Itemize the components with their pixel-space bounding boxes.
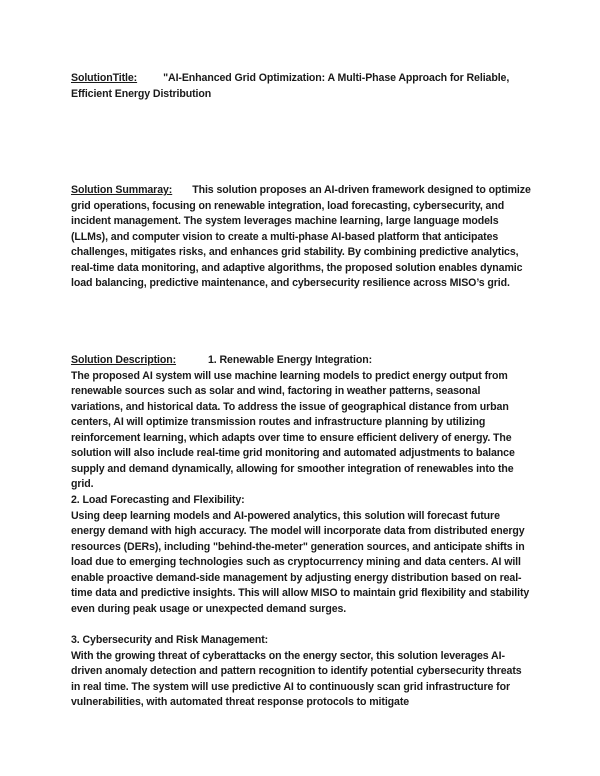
section-cybersecurity	[71, 633, 533, 711]
solution-title-block	[71, 71, 533, 102]
solution-title-label: SolutionTitle:	[71, 72, 138, 84]
solution-description-block	[71, 353, 533, 493]
section-body-cybersecurity: With the growing threat of cyberattacks on the energy sector, this solution leverages AI-driven anomaly detection and pattern recognition to identify potential cybersecurity threats in real time. The system will use predictive AI to continuously scan grid infrastructure for vulnerabilities, with automated threat response protocols to mitigate	[71, 649, 522, 708]
section-body-renewable: The proposed AI system will use machine learning models to predict energy output from renewable sources such as solar and wind, factoring in weather patterns, seasonal variations, and historical data. To address the issue of geographical distance from urban centers, AI will optimize transmission routes and infrastructure planning by utilizing reinforcement learning, which adapts over time to ensure efficient delivery of energy. The solution will also include real-time grid monitoring and automated adjustments to balance supply and demand dynamically, allowing for smoother integration of renewables into the grid.	[71, 369, 515, 490]
section-heading-renewable: 1. Renewable Energy Integration:	[208, 354, 372, 366]
section-heading-load-forecasting: 2. Load Forecasting and Flexibility:	[71, 494, 245, 506]
section-body-load-forecasting: Using deep learning models and AI-powered analytics, this solution will forecast future energy demand with high accuracy. The model will incorporate data from distributed energy resources (DERs), including "behind-the-meter" generation sources, and anticipate shifts in load due to emerging technologies such as cryptocurrency mining and data centers. AI will enable proactive demand-side management by adjusting energy distribution based on real-time data and predictive insights. This will allow MISO to maintain grid flexibility and stability even during peak usage or unexpected demand surges.	[71, 509, 530, 615]
solution-title-text: "AI-Enhanced Grid Optimization: A Multi-Phase Approach for Reliable, Efficient Energy Distribution	[71, 72, 510, 100]
solution-summary-label: Solution Summaray:	[71, 184, 173, 196]
solution-description-label: Solution Description:	[71, 354, 177, 366]
solution-summary-text: This solution proposes an AI-driven framework designed to optimize grid operations, focusing on renewable integration, load forecasting, cybersecurity, and incident management. The system leverages machine learning, large language models (LLMs), and computer vision to create a multi-phase AI-based platform that anticipates challenges, mitigates risks, and enhances grid stability. By combining predictive analytics, real-time data monitoring, and adaptive algorithms, the proposed solution enables dynamic load balancing, predictive maintenance, and cybersecurity resilience across MISO’s grid.	[71, 184, 531, 289]
section-heading-cybersecurity: 3. Cybersecurity and Risk Management:	[71, 634, 269, 646]
solution-summary-block	[71, 183, 533, 292]
section-load-forecasting	[71, 493, 533, 617]
